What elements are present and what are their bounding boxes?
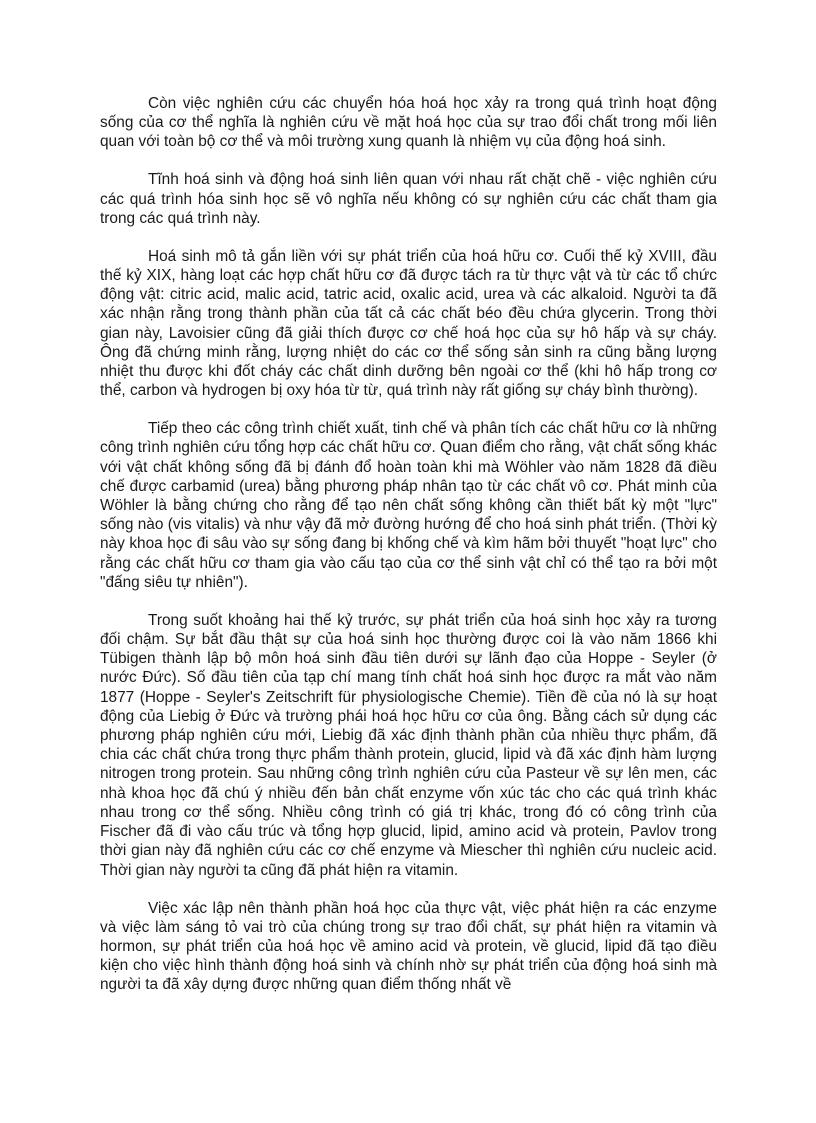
paragraph-organic-chemistry-history: Hoá sinh mô tả gắn liền với sự phát triển của hoá hữu cơ. Cuối thế kỷ XVIII, đầu thế kỷ XIX, hàng loạt các hợp chất hữu cơ đã được tách ra từ thực vật và từ các tổ chức động vật: citric acid, malic acid, tatric acid, oxalic acid, urea và các alkaloid. Người ta đã xác nhận rằng trong thành phần của tất cả các chất béo đều chứa glycerin. Trong thời gian này, Lavoisier cũng đã giải thích được cơ chế hoá học của sự hô hấp và sự cháy. Ông đã chứng minh rằng, lượng nhiệt do các cơ thể sống sản sinh ra cũng bằng lượng nhiệt thu được khi đốt cháy các chất dinh dưỡng bên ngoài cơ thể (khi hô hấp trong cơ thể, carbon và hydrogen bị oxy hóa từ từ, quá trình này rất giống sự cháy bình thường). [100, 247, 717, 400]
document-page [100, 94, 717, 1013]
paragraph-biochemistry-development: Trong suốt khoảng hai thế kỷ trước, sự phát triển của hoá sinh học xảy ra tương đối chậm. Sự bắt đầu thật sự của hoá sinh học thường được coi là vào năm 1866 khi Tübigen thành lập bộ môn hoá sinh đầu tiên dưới sự lãnh đạo của Hoppe - Seyler (ở nước Đức). Số đầu tiên của tạp chí mang tính chất hoá sinh học được ra mắt vào năm 1877 (Hoppe - Seyler's Zeitschrift für physiologische Chemie). Tiền đề của nó là sự hoạt động của Liebig ở Đức và trường phái hoá học hữu cơ của ông. Bằng cách sử dụng các phương pháp nghiên cứu mới, Liebig đã xác định thành phần của nhiều thực phẩm, đã chia các chất chứa trong thực phẩm thành protein, glucid, lipid và đã xác định hàm lượng nitrogen trong protein. Sau những công trình nghiên cứu của Pasteur về sự lên men, các nhà khoa học đã chú ý nhiều đến bản chất enzyme vốn xúc tác cho các quá trình khác nhau trong cơ thể sống. Nhiều công trình có giá trị khác, trong đó có công trình của Fischer đã đi vào cấu trúc và tổng hợp glucid, lipid, amino acid và protein, Pavlov trong thời gian này đã nghiên cứu các cơ chế enzyme và Miescher thì nghiên cứu nucleic acid. Thời gian này người ta cũng đã phát hiện ra vitamin. [100, 611, 717, 879]
paragraph-plant-composition: Việc xác lập nên thành phần hoá học của thực vật, việc phát hiện ra các enzyme và việc làm sáng tỏ vai trò của chúng trong sự trao đổi chất, sự phát hiện ra vitamin và hormon, sự phát triển của hoá học về amino acid và protein, về glucid, lipid đã tạo điều kiện cho việc hình thành động hoá sinh và chính nhờ sự phát triển của động hoá sinh mà người ta đã xây dựng được những quan điểm thống nhất về [100, 899, 717, 994]
paragraph-static-dynamic-relation: Tĩnh hoá sinh và động hoá sinh liên quan với nhau rất chặt chẽ - việc nghiên cứu các quá trình hóa sinh học sẽ vô nghĩa nếu không có sự nghiên cứu các chất tham gia trong các quá trình này. [100, 171, 717, 227]
paragraph-wohler-synthesis: Tiếp theo các công trình chiết xuất, tinh chế và phân tích các chất hữu cơ là những công trình nghiên cứu tổng hợp các chất hữu cơ. Quan điểm cho rằng, vật chất sống khác với vật chất không sống đã bị đánh đổ hoàn toàn khi mà Wöhler vào năm 1828 đã điều chế được carbamid (urea) bằng phương pháp nhân tạo từ các chất vô cơ. Phát minh của Wöhler là bằng chứng cho rằng để tạo nên chất sống không cần thiết bất kỳ một "lực" sống nào (vis vitalis) và như vậy đã mở đường hướng để cho hoá sinh phát triển. (Thời kỳ này khoa học đi sâu vào sự sống đang bị khống chế và kìm hãm bởi thuyết "hoạt lực" cho rằng các chất hữu cơ tham gia vào cấu tạo của cơ thể sinh vật chỉ có thể tạo ra bởi một "đấng siêu tự nhiên"). [100, 420, 717, 591]
paragraph-dynamic-biochemistry: Còn việc nghiên cứu các chuyển hóa hoá học xảy ra trong quá trình hoạt động sống của cơ thể nghĩa là nghiên cứu về mặt hoá học của sự trao đổi chất trong mối liên quan với toàn bộ cơ thể và môi trường xung quanh là nhiệm vụ của động hoá sinh. [100, 95, 717, 151]
